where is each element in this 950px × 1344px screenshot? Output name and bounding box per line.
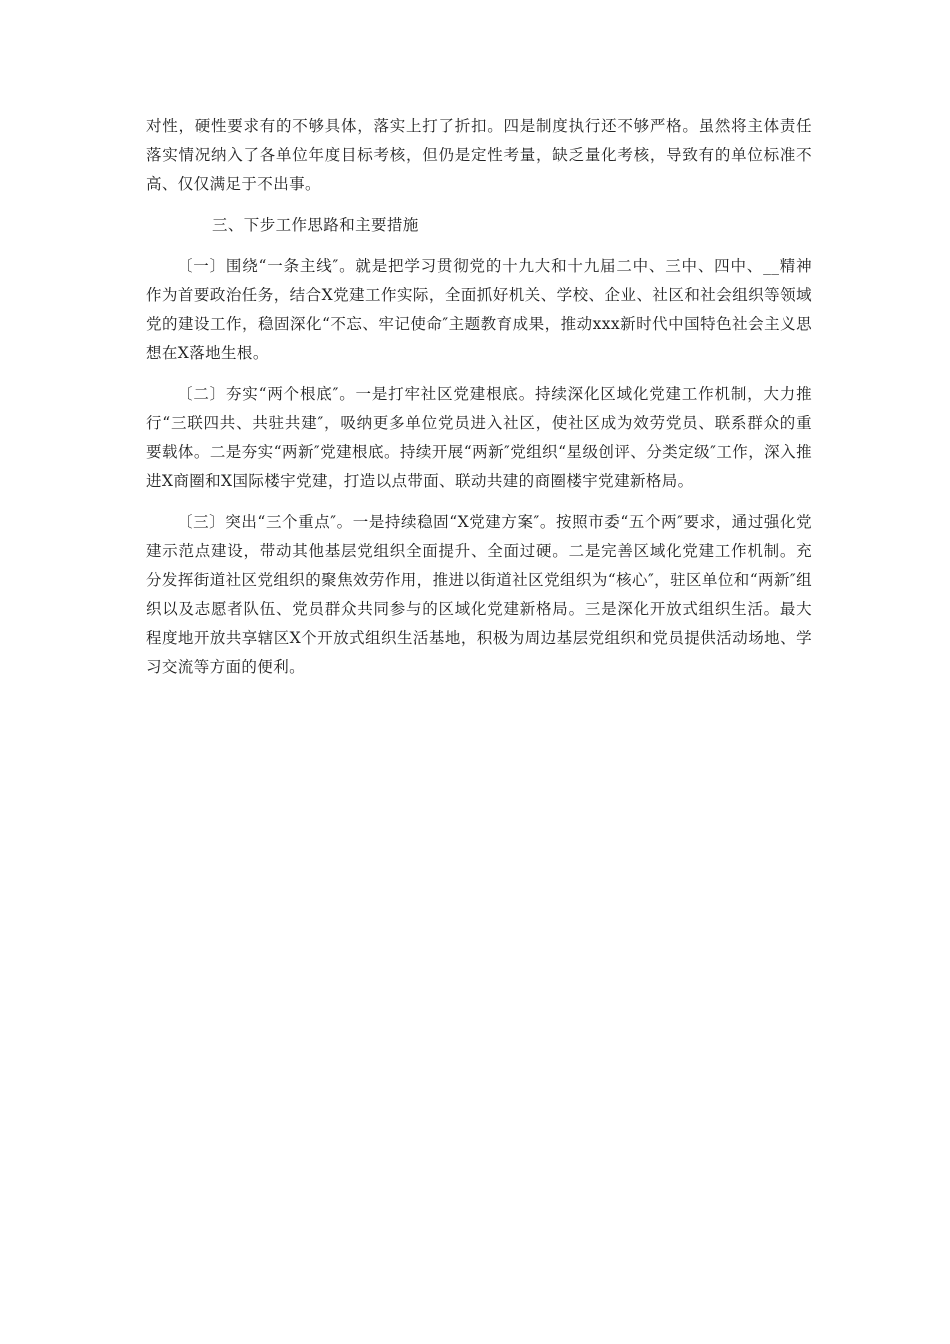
document-body — [146, 112, 812, 682]
paragraph-continuation: 对性，硬性要求有的不够具体，落实上打了折扣。四是制度执行还不够严格。虽然将主体责任落实情况纳入了各单位年度目标考核，但仍是定性考量，缺乏量化考核，导致有的单位标准不高、仅仅满足于不出事。 — [146, 117, 812, 193]
paragraph-two-foundations: 〔二〕夯实“两个根底″。一是打牢社区党建根底。持续深化区域化党建工作机制，大力推行“三联四共、共驻共建″，吸纳更多单位党员进入社区，使社区成为效劳党员、联系群众的重要载体。二是夯实“两新″党建根底。持续开展“两新″党组织“星级创评、分类定级″工作，深入推进X商圈和X国际楼宇党建，打造以点带面、联动共建的商圈楼宇党建新格局。 — [146, 385, 812, 490]
section-heading: 三、下步工作思路和主要措施 — [212, 216, 419, 234]
paragraph-main-line: 〔一〕围绕“一条主线″。就是把学习贯彻党的十九大和十九届二中、三中、四中、__精神作为首要政治任务，结合X党建工作实际，全面抓好机关、学校、企业、社区和社会组织等领域党的建设工作，稳固深化“不忘、牢记使命″主题教育成果，推动xxx新时代中国特色社会主义思想在X落地生根。 — [146, 257, 812, 362]
paragraph-three-priorities: 〔三〕突出“三个重点″。一是持续稳固“X党建方案″。按照市委“五个两″要求，通过强化党建示范点建设，带动其他基层党组织全面提升、全面过硬。二是完善区域化党建工作机制。充分发挥街道社区党组织的聚焦效劳作用，推进以街道社区党组织为“核心″，驻区单位和“两新″组织以及志愿者队伍、党员群众共同参与的区域化党建新格局。三是深化开放式组织生活。最大程度地开放共享辖区X个开放式组织生活基地，积极为周边基层党组织和党员提供活动场地、学习交流等方面的便利。 — [146, 513, 812, 676]
